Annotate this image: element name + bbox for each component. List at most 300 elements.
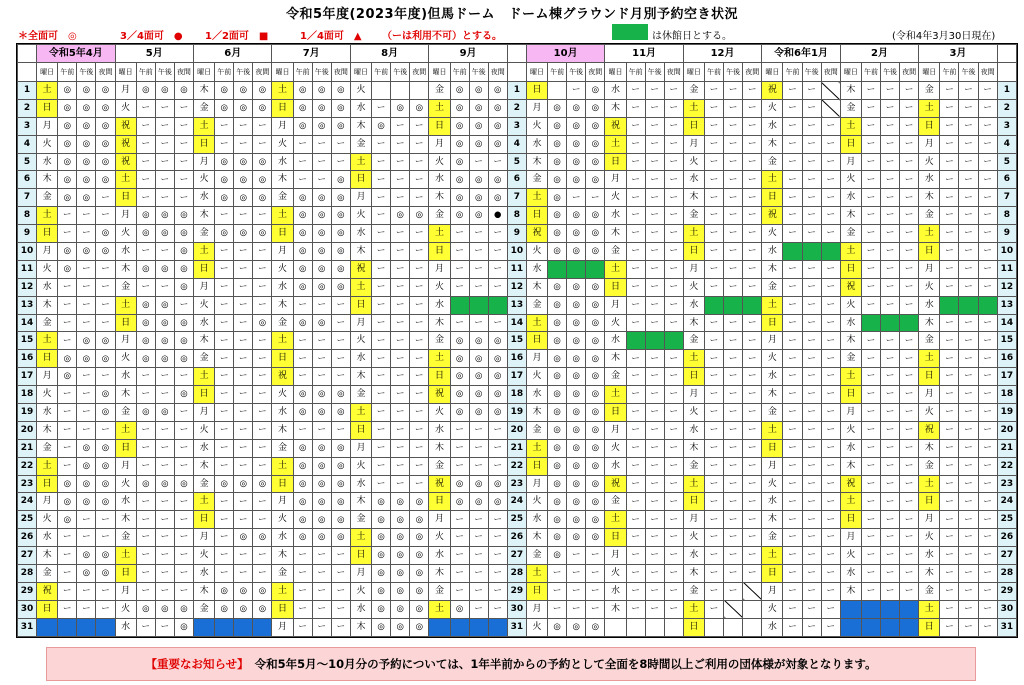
column-header-pm: 午後 [312,63,331,82]
schedule-cell: ◎ [215,189,234,207]
schedule-cell: ー [469,439,488,457]
day-number: 28 [507,565,526,583]
schedule-cell: ◎ [567,278,586,296]
schedule-cell: ー [96,529,115,547]
schedule-cell: ◎ [155,475,174,493]
weekday-cell: 金 [683,332,704,350]
schedule-cell: ー [664,368,683,386]
schedule-cell: ◎ [96,153,115,171]
schedule-cell: ー [821,207,840,225]
schedule-cell: ー [372,153,391,171]
day-number: 9 [18,225,37,243]
schedule-cell [215,618,234,636]
schedule-cell: ◎ [253,314,272,332]
schedule-cell: ー [724,153,743,171]
schedule-cell: ー [959,171,978,189]
schedule-cell: ー [978,600,997,618]
schedule-cell: ー [372,314,391,332]
schedule-cell [645,618,664,636]
weekday-cell: 日 [762,565,783,583]
weekday-cell: 火 [115,99,136,117]
schedule-cell: ー [724,82,743,100]
schedule-cell: ◎ [312,511,331,529]
schedule-cell: ー [136,278,155,296]
weekday-cell: 水 [115,368,136,386]
schedule-cell [567,260,586,278]
schedule-cell: ー [155,171,174,189]
schedule-cell: ◎ [548,278,567,296]
legend-unavailable: （ーは利用不可）とする。 [382,31,502,42]
schedule-cell: ー [450,278,469,296]
weekday-cell: 祝 [605,475,626,493]
weekday-cell: 月 [37,117,58,135]
weekday-cell: 木 [350,243,371,261]
schedule-cell: ー [959,225,978,243]
schedule-cell: ー [861,350,880,368]
schedule-cell: ー [215,296,234,314]
schedule-cell: ー [567,600,586,618]
weekday-cell: 木 [194,207,215,225]
schedule-cell: ー [802,135,821,153]
schedule-cell: ◎ [312,278,331,296]
weekday-cell: 祝 [762,207,783,225]
schedule-cell: ー [312,153,331,171]
column-header-night: 夜間 [900,63,919,82]
schedule-cell: ー [664,565,683,583]
weekday-cell: 月 [115,582,136,600]
schedule-cell: ー [959,99,978,117]
schedule-cell: ー [77,278,96,296]
weekday-cell: 月 [272,243,293,261]
weekday-cell: 日 [194,386,215,404]
weekday-cell: 日 [194,511,215,529]
weekday-cell: 水 [194,314,215,332]
schedule-cell [900,618,919,636]
weekday-cell: 土 [840,493,861,511]
schedule-cell: ー [234,117,253,135]
schedule-cell: ◎ [77,565,96,583]
schedule-cell: ◎ [174,278,193,296]
schedule-cell: ◎ [174,618,193,636]
schedule-cell: ー [861,511,880,529]
column-header-weekday: 曜日 [194,63,215,82]
schedule-cell: ー [743,439,762,457]
weekday-cell: 土 [762,547,783,565]
day-number: 2 [997,99,1016,117]
weekday-cell: 日 [683,117,704,135]
schedule-cell: ー [391,225,410,243]
schedule-cell: ◎ [391,565,410,583]
schedule-cell: ー [331,350,350,368]
weekday-cell: 日 [429,117,450,135]
column-header-pm: 午後 [77,63,96,82]
schedule-cell: ー [645,225,664,243]
schedule-cell: ー [645,368,664,386]
schedule-cell [488,618,507,636]
schedule-cell: ◎ [391,529,410,547]
weekday-cell: 祝 [919,421,940,439]
weekday-cell: 火 [350,582,371,600]
schedule-cell: ◎ [331,439,350,457]
schedule-cell: ◎ [58,82,77,100]
schedule-cell: ー [724,511,743,529]
weekday-cell: 水 [840,189,861,207]
weekday-cell: 木 [115,386,136,404]
schedule-cell: ◎ [253,600,272,618]
schedule-cell: ー [586,565,605,583]
schedule-cell: ー [253,117,272,135]
schedule-cell: ー [174,117,193,135]
column-header-am: 午前 [783,63,802,82]
schedule-cell: ◎ [234,600,253,618]
closed-slash-cell [821,82,840,100]
day-number: 18 [997,386,1016,404]
weekday-cell: 水 [37,529,58,547]
schedule-cell: ー [743,404,762,422]
weekday-cell: 月 [762,582,783,600]
schedule-cell: ◎ [586,82,605,100]
schedule-cell: ◎ [96,493,115,511]
weekday-cell: 火 [429,529,450,547]
weekday-cell: 金 [919,82,940,100]
weekday-cell: 金 [37,189,58,207]
schedule-cell: ー [783,457,802,475]
schedule-cell: ー [802,225,821,243]
weekday-cell: 日 [526,582,547,600]
month-header: 12月 [683,45,761,63]
schedule-cell: ー [959,314,978,332]
column-header-night: 夜間 [978,63,997,82]
schedule-cell: ー [77,207,96,225]
schedule-cell: ◎ [410,493,429,511]
schedule-cell: ー [664,225,683,243]
weekday-cell: 木 [272,421,293,439]
weekday-cell: 水 [429,296,450,314]
schedule-cell: ー [253,296,272,314]
schedule-cell: ー [821,278,840,296]
month-header: 9月 [429,45,507,63]
schedule-cell: ◎ [174,332,193,350]
schedule-cell: ー [802,171,821,189]
schedule-cell: ◎ [331,99,350,117]
schedule-cell: ◎ [450,475,469,493]
schedule-cell: ー [783,207,802,225]
schedule-cell: ー [802,421,821,439]
schedule-cell: ◎ [567,368,586,386]
schedule-cell: ー [940,475,959,493]
weekday-cell: 土 [605,260,626,278]
schedule-cell: ◎ [372,600,391,618]
schedule-cell: ー [724,314,743,332]
weekday-cell: 日 [683,618,704,636]
schedule-cell: ◎ [58,350,77,368]
schedule-cell [881,600,900,618]
schedule-cell: ー [253,260,272,278]
weekday-cell: 金 [683,82,704,100]
schedule-cell: ◎ [174,243,193,261]
day-number: 13 [507,296,526,314]
schedule-cell: ー [900,332,919,350]
schedule-cell: ー [900,225,919,243]
weekday-cell: 水 [526,386,547,404]
schedule-cell: ー [626,386,645,404]
schedule-cell: ー [900,457,919,475]
day-number: 21 [18,439,37,457]
schedule-cell [548,82,567,100]
schedule-cell: ー [821,600,840,618]
schedule-cell: ー [312,368,331,386]
schedule-cell: ー [940,404,959,422]
schedule-cell: ー [940,529,959,547]
schedule-cell: ー [861,99,880,117]
schedule-cell: ー [136,457,155,475]
schedule-cell: ー [312,547,331,565]
schedule-cell: ー [900,296,919,314]
schedule-cell [783,243,802,261]
schedule-cell: ー [724,189,743,207]
schedule-cell: ー [488,225,507,243]
weekday-cell: 祝 [115,153,136,171]
schedule-cell [96,618,115,636]
weekday-cell: 水 [605,82,626,100]
weekday-cell: 金 [605,493,626,511]
weekday-cell: 木 [272,296,293,314]
schedule-cell: ◎ [372,582,391,600]
schedule-cell: ー [881,529,900,547]
schedule-cell: ー [783,386,802,404]
weekday-cell: 火 [840,421,861,439]
schedule-cell: ー [155,368,174,386]
schedule-cell: ー [372,457,391,475]
schedule-cell: ー [978,153,997,171]
schedule-cell: ー [450,314,469,332]
schedule-cell: ー [861,493,880,511]
schedule-cell: ー [391,135,410,153]
weekday-cell: 木 [115,511,136,529]
weekday-cell: 水 [605,582,626,600]
schedule-cell: ー [58,278,77,296]
schedule-cell: ◎ [567,493,586,511]
schedule-cell: ー [215,439,234,457]
weekday-cell: 木 [840,207,861,225]
weekday-cell: 木 [762,386,783,404]
weekday-cell: 金 [194,600,215,618]
day-number: 19 [18,404,37,422]
schedule-cell: ー [783,600,802,618]
schedule-cell: ー [331,135,350,153]
schedule-cell: ◎ [391,582,410,600]
schedule-cell: ー [821,189,840,207]
day-number: 19 [507,404,526,422]
weekday-cell: 火 [272,386,293,404]
day-number: 13 [18,296,37,314]
weekday-cell: 木 [526,529,547,547]
weekday-cell: 火 [605,565,626,583]
weekday-cell: 火 [526,368,547,386]
schedule-cell: ◎ [586,296,605,314]
column-header-night: 夜間 [410,63,429,82]
day-number: 27 [18,547,37,565]
schedule-cell: ー [293,368,312,386]
schedule-cell: ◎ [567,117,586,135]
schedule-cell: ー [881,475,900,493]
day-number: 6 [18,171,37,189]
schedule-cell: ◎ [567,314,586,332]
schedule-cell: ◎ [586,153,605,171]
weekday-cell: 月 [683,386,704,404]
schedule-cell: ー [155,493,174,511]
schedule-cell: ー [900,99,919,117]
schedule-cell: ◎ [586,511,605,529]
schedule-cell: ー [469,243,488,261]
schedule-cell: ー [705,386,724,404]
schedule-cell: ー [861,582,880,600]
schedule-cell: ー [234,368,253,386]
weekday-cell: 火 [683,529,704,547]
schedule-cell: ー [881,243,900,261]
schedule-cell: ー [391,457,410,475]
schedule-cell: ー [664,386,683,404]
schedule-cell: ー [940,260,959,278]
schedule-cell: ー [215,314,234,332]
weekday-cell: 土 [683,600,704,618]
day-number: 11 [507,260,526,278]
weekday-cell: 月 [526,99,547,117]
schedule-cell: ◎ [450,493,469,511]
schedule-cell: ー [959,135,978,153]
weekday-cell: 金 [194,99,215,117]
weekday-cell [429,618,450,636]
weekday-cell: 水 [840,565,861,583]
schedule-cell: ー [155,439,174,457]
schedule-cell: ◎ [234,99,253,117]
schedule-cell: ー [626,421,645,439]
schedule-cell: ◎ [215,225,234,243]
schedule-cell: ー [586,600,605,618]
schedule-cell: ー [743,350,762,368]
schedule-cell: ー [645,582,664,600]
schedule-cell: ◎ [372,618,391,636]
weekday-cell: 金 [526,296,547,314]
schedule-cell: ◎ [410,600,429,618]
weekday-cell: 金 [429,332,450,350]
schedule-cell: ー [215,350,234,368]
schedule-cell: ー [567,565,586,583]
schedule-cell: ー [645,117,664,135]
schedule-cell: ー [724,171,743,189]
weekday-cell: 金 [429,207,450,225]
schedule-cell: ー [253,493,272,511]
column-header-night: 夜間 [331,63,350,82]
schedule-cell: ◎ [548,475,567,493]
schedule-cell: ー [293,153,312,171]
day-number: 1 [18,82,37,100]
weekday-cell: 木 [605,225,626,243]
schedule-cell: ー [821,225,840,243]
weekday-cell: 土 [37,332,58,350]
schedule-cell: ー [136,493,155,511]
schedule-cell: ー [900,207,919,225]
schedule-cell [959,296,978,314]
schedule-cell: ー [293,600,312,618]
weekday-cell: 火 [429,404,450,422]
schedule-cell: ー [821,475,840,493]
schedule-cell: ◎ [488,99,507,117]
column-header-pm: 午後 [469,63,488,82]
schedule-cell: ー [372,404,391,422]
day-number: 10 [18,243,37,261]
schedule-cell: ー [861,153,880,171]
schedule-cell: ー [586,582,605,600]
schedule-cell: ー [234,511,253,529]
weekday-cell: 火 [194,171,215,189]
weekday-cell: 火 [37,260,58,278]
column-header-am: 午前 [58,63,77,82]
schedule-cell: ー [410,189,429,207]
weekday-cell: 水 [840,439,861,457]
column-header-night: 夜間 [586,63,605,82]
schedule-cell: ー [940,278,959,296]
weekday-cell: 火 [272,511,293,529]
schedule-cell: ◎ [469,171,488,189]
schedule-cell: ー [821,350,840,368]
schedule-cell: ー [331,314,350,332]
month-header: 8月 [350,45,428,63]
schedule-cell: ー [234,243,253,261]
schedule-cell [488,296,507,314]
schedule-cell: ◎ [586,243,605,261]
schedule-cell: ー [645,386,664,404]
schedule-cell: ー [253,421,272,439]
weekday-cell: 水 [429,421,450,439]
schedule-cell: ー [234,565,253,583]
weekday-cell: 月 [605,296,626,314]
schedule-cell: ー [215,565,234,583]
weekday-cell: 木 [115,260,136,278]
page-title: 令和5年度(2023年度)但馬ドーム ドーム棟グラウンド月別予約空き状況 [285,7,739,22]
column-header-weekday: 曜日 [840,63,861,82]
schedule-cell: ◎ [548,332,567,350]
weekday-cell: 木 [194,582,215,600]
schedule-cell: ー [626,82,645,100]
weekday-cell: 木 [526,404,547,422]
schedule-cell: ー [410,153,429,171]
schedule-cell: ー [724,547,743,565]
schedule-cell: ー [959,404,978,422]
schedule-cell: ー [331,600,350,618]
corner-cell [997,63,1016,82]
schedule-cell: ー [174,565,193,583]
notice-label: 【重要なお知らせ】 [145,657,249,671]
schedule-cell: ー [155,565,174,583]
schedule-cell: ー [488,600,507,618]
schedule-cell: ー [881,117,900,135]
schedule-cell: ー [802,99,821,117]
schedule-cell: ー [940,600,959,618]
weekday-cell: 金 [840,225,861,243]
schedule-cell: ー [372,189,391,207]
schedule-cell: ー [821,135,840,153]
schedule-cell: ー [821,260,840,278]
schedule-cell: ◎ [488,171,507,189]
weekday-cell: 金 [919,207,940,225]
schedule-cell: ー [959,421,978,439]
schedule-cell: ー [174,493,193,511]
schedule-cell: ◎ [586,475,605,493]
legend-three-quarter: 3／4面可 ● [120,31,183,42]
schedule-cell: ー [664,243,683,261]
schedule-cell: ー [881,153,900,171]
